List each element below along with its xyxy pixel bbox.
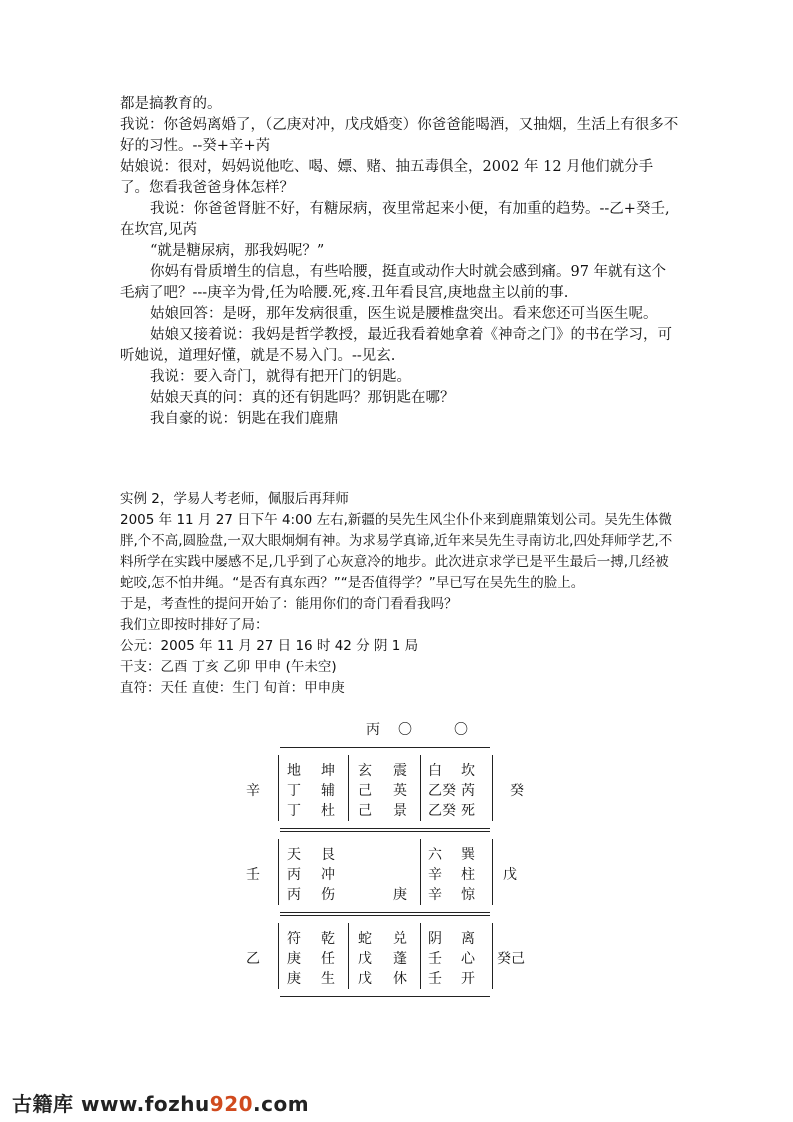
- paragraph: “就是糖尿病，那我妈呢？”: [150, 243, 325, 259]
- chart-top-label: 〇: [454, 722, 468, 738]
- watermark-footer: [12, 1088, 309, 1117]
- case-heading: 实例 2，学易人考老师，佩服后再拜师: [120, 491, 349, 507]
- chart-divider: [348, 755, 349, 821]
- chart-rule: [280, 996, 490, 997]
- chart-cell-text: 兑: [393, 931, 407, 947]
- chart-cell-text: 庚: [393, 887, 407, 903]
- chart-rule: [280, 915, 490, 916]
- chart-cell-text: 艮: [321, 847, 335, 863]
- narrative-section-1: [120, 94, 680, 430]
- paragraph: 姑娘天真的问：真的还有钥匙吗？那钥匙在哪？: [150, 390, 455, 406]
- chart-right-label: 癸: [510, 783, 524, 799]
- chart-cell-text: 玄: [358, 763, 372, 779]
- chart-divider: [492, 755, 493, 821]
- chart-cell-text: 乾: [321, 931, 335, 947]
- paragraph: 于是，考查性的提问开始了：能用你们的奇门看看我吗？: [120, 596, 458, 612]
- chart-left-label: 壬: [246, 867, 260, 883]
- chart-cell-text: 辛: [428, 867, 442, 883]
- chart-cell-text: 坎: [461, 763, 475, 779]
- chart-cell-text: 死: [461, 803, 475, 819]
- paragraph: 姑娘回答：是呀，那年发病很重，医生说是腰椎盘突出。看来您还可当医生呢。: [150, 306, 658, 322]
- chart-divider: [278, 755, 279, 821]
- chart-cell-text: 伤: [321, 887, 335, 903]
- chart-cell-text: 壬: [428, 971, 442, 987]
- paragraph: 我自豪的说：钥匙在我们鹿鼎: [150, 411, 339, 427]
- case-study-section-2: [120, 489, 680, 699]
- chart-divider: [420, 839, 421, 905]
- chart-cell-text: 柱: [461, 867, 475, 883]
- chart-cell-text: 景: [393, 803, 407, 819]
- paragraph: 2005 年 11 月 27 日下午 4:00 左右,新疆的吴先生风尘仆仆来到鹿鼎策划公司。吴先生体微胖,个不高,圆脸盘,一双大眼炯炯有神。为求易学真谛,近年来吴先生寻南访北,四处拜师学艺,不料所学在实践中屡感不足,几乎到了心灰意冷的地步。此次进京求学已是平生最后一搏,几经被蛇咬,怎不怕井绳。“是否有真东西？”“是否值得学？”早已写在吴先生的脸上。: [120, 512, 673, 591]
- chart-cell-text: 戊: [358, 971, 372, 987]
- chart-cell-text: 阴: [428, 931, 442, 947]
- chart-rule: [280, 747, 490, 748]
- chart-divider: [492, 923, 493, 989]
- paragraph: 我说：要入奇门，就得有把开门的钥匙。: [150, 369, 411, 385]
- paragraph: 我说：你爸妈离婚了，（乙庚对冲，戊戌婚变）你爸爸能喝酒，又抽烟，生活上有很多不好的习性。--癸+辛+芮: [120, 117, 679, 154]
- chart-cell-text: 丁: [287, 783, 301, 799]
- chart-rule: [280, 831, 490, 832]
- chart-divider: [420, 923, 421, 989]
- chart-rule: [280, 828, 490, 829]
- chart-divider: [492, 839, 493, 905]
- chart-cell-text: 符: [287, 931, 301, 947]
- chart-cell-text: 庚: [287, 951, 301, 967]
- chart-cell-text: 英: [393, 783, 407, 799]
- chart-cell-text: 地: [287, 763, 301, 779]
- chart-left-label: 辛: [246, 783, 260, 799]
- chart-cell-text: 己: [358, 783, 372, 799]
- paragraph: 我说：你爸爸肾脏不好，有糖尿病，夜里常起来小便，有加重的趋势。--乙+癸壬,在坎宫,见芮: [120, 201, 670, 238]
- chart-cell-text: 白: [428, 763, 442, 779]
- paragraph: 你妈有骨质增生的信息，有些哈腰，挺直或动作大时就会感到痛。97 年就有这个毛病了吧？---庚辛为骨,任为哈腰.死,疼.丑年看艮宫,庚地盘主以前的事.: [120, 264, 667, 301]
- chart-top-label: 〇: [398, 722, 412, 738]
- chart-cell-text: 休: [393, 971, 407, 987]
- chart-cell-text: 六: [428, 847, 442, 863]
- chart-cell-text: 庚: [287, 971, 301, 987]
- chart-cell-text: 杜: [321, 803, 335, 819]
- chart-cell-text: 己: [358, 803, 372, 819]
- chart-divider: [420, 755, 421, 821]
- chart-cell-text: 丁: [287, 803, 301, 819]
- chart-cell-text: 丙: [287, 867, 301, 883]
- paragraph: 公元：2005 年 11 月 27 日 16 时 42 分 阴 1 局: [120, 638, 419, 654]
- paragraph: 都是搞教育的。: [120, 96, 222, 112]
- chart-rule: [280, 912, 490, 913]
- chart-divider: [278, 923, 279, 989]
- chart-cell-text: 壬: [428, 951, 442, 967]
- footer-url: www.fozhu920.com: [80, 1092, 310, 1116]
- chart-divider: [348, 923, 349, 989]
- paragraph: 我们立即按时排好了局：: [120, 617, 269, 633]
- chart-cell-text: 开: [461, 971, 475, 987]
- chart-cell-text: 生: [321, 971, 335, 987]
- paragraph: 姑娘又接着说：我妈是哲学教授，最近我看着她拿着《神奇之门》的书在学习，可听她说，道理好懂，就是不易入门。--见玄.: [120, 327, 672, 364]
- chart-right-label: 戊: [503, 867, 517, 883]
- chart-cell-text: 乙癸: [428, 803, 456, 819]
- chart-cell-text: 戊: [358, 951, 372, 967]
- chart-cell-text: 天: [287, 847, 301, 863]
- chart-cell-text: 任: [321, 951, 335, 967]
- chart-right-label: 癸己: [497, 951, 525, 967]
- chart-cell-text: 坤: [321, 763, 335, 779]
- chart-cell-text: 震: [393, 763, 407, 779]
- chart-left-label: 乙: [246, 951, 260, 967]
- chart-cell-text: 辅: [321, 783, 335, 799]
- chart-cell-text: 冲: [321, 867, 335, 883]
- paragraph: 干支：乙酉 丁亥 乙卯 甲申 (午未空): [120, 659, 337, 675]
- chart-cell-text: 芮: [461, 783, 475, 799]
- chart-top-label: 丙: [366, 722, 380, 738]
- footer-brand: 古籍库: [12, 1092, 74, 1116]
- chart-cell-text: 离: [461, 931, 475, 947]
- chart-cell-text: 丙: [287, 887, 301, 903]
- chart-cell-text: 蛇: [358, 931, 372, 947]
- chart-divider: [278, 839, 279, 905]
- chart-cell-text: 巽: [461, 847, 475, 863]
- chart-cell-text: 辛: [428, 887, 442, 903]
- paragraph: 姑娘说：很对，妈妈说他吃、喝、嫖、赌、抽五毒俱全，2002 年 12 月他们就分手了。您看我爸爸身体怎样？: [120, 159, 654, 196]
- chart-cell-text: 乙癸: [428, 783, 456, 799]
- paragraph: 直符：天任 直使：生门 旬首：甲申庚: [120, 680, 345, 696]
- chart-cell-text: 惊: [461, 887, 475, 903]
- chart-cell-text: 蓬: [393, 951, 407, 967]
- chart-cell-text: 心: [461, 951, 475, 967]
